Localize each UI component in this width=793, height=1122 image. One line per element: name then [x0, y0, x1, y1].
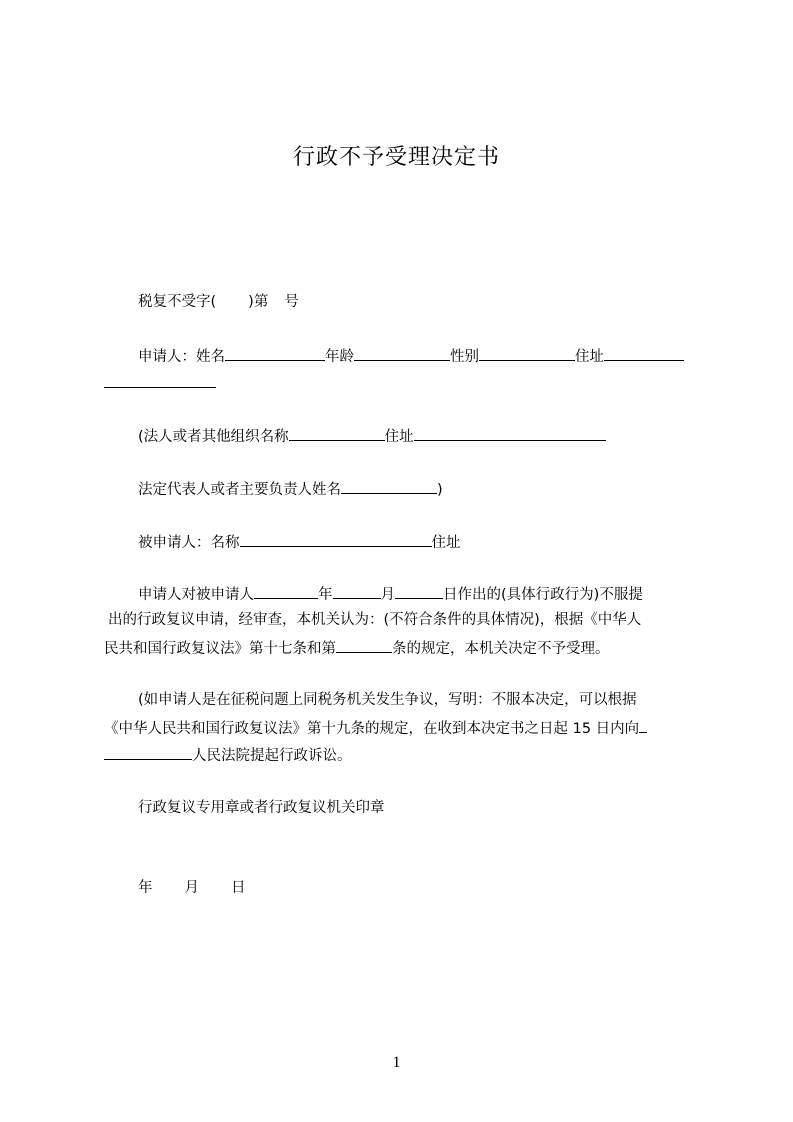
organization-name-blank[interactable] — [289, 425, 385, 441]
legal-rep-blank[interactable] — [341, 478, 437, 494]
organization-label: (法人或者其他组织名称 — [138, 429, 289, 445]
applicant-age-blank[interactable] — [354, 345, 450, 361]
decision-year-label: 年 — [318, 587, 333, 603]
applicant-address-blank[interactable] — [604, 345, 684, 361]
decision-month-label: 月 — [380, 587, 395, 603]
applicant-sex-blank[interactable] — [479, 345, 575, 361]
applicant-line — [138, 345, 684, 367]
decision-line-3a: 民共和国行政复议法》第十七条和第 — [104, 641, 336, 657]
note-court-blank-start[interactable] — [639, 717, 647, 733]
note-line-3-text: 人民法院提起行政诉讼。 — [192, 748, 352, 764]
note-line-1: (如申请人是在征税问题上同税务机关发生争议，写明：不服本决定，可以根据 — [138, 692, 637, 708]
note-line-3 — [104, 744, 352, 766]
date-year: 年 — [138, 880, 153, 896]
respondent-name-label: 被申请人：名称 — [138, 535, 240, 551]
respondent-line — [138, 531, 461, 553]
respondent-name-blank[interactable] — [240, 531, 432, 547]
applicant-address-continued — [104, 372, 216, 394]
decision-line-2: 出的行政复议申请，经审查，本机关认为：(不符合条件的具体情况)，根据《中华人 — [108, 612, 642, 628]
note-line-2 — [104, 717, 647, 739]
reference-prefix: 税复不受字( — [138, 294, 217, 310]
decision-day-text: 日作出的(具体行政行为)不服提 — [443, 587, 643, 603]
organization-line — [138, 425, 606, 447]
reference-line — [138, 292, 299, 312]
decision-month-blank[interactable] — [333, 583, 381, 599]
decision-line-3b: 条的规定，本机关决定不予受理。 — [392, 641, 610, 657]
note-line-2-text: 《中华人民共和国行政复议法》第十九条的规定，在收到本决定书之日起 15 日内向 — [104, 721, 640, 737]
page-number: 1 — [392, 1054, 401, 1071]
decision-day-blank[interactable] — [395, 583, 443, 599]
organization-address-blank[interactable] — [414, 425, 606, 441]
decision-article-blank[interactable] — [336, 637, 392, 653]
applicant-address-label: 住址 — [575, 349, 604, 365]
respondent-address-label: 住址 — [431, 535, 461, 551]
reference-suffix: 号 — [284, 294, 299, 310]
decision-intro: 申请人对被申请人 — [138, 587, 254, 603]
note-court-blank[interactable] — [104, 744, 192, 760]
applicant-sex-label: 性别 — [450, 349, 479, 365]
applicant-name-blank[interactable] — [225, 345, 325, 361]
organization-address-label: 住址 — [384, 429, 414, 445]
legal-rep-close: ) — [437, 482, 443, 498]
decision-line-1 — [138, 583, 643, 605]
legal-rep-label: 法定代表人或者主要负责人姓名 — [138, 482, 341, 498]
applicant-address-blank-2[interactable] — [104, 372, 216, 388]
applicant-name-label: 申请人：姓名 — [138, 349, 225, 365]
date-month: 月 — [184, 880, 199, 896]
legal-rep-line — [138, 478, 443, 500]
applicant-age-label: 年龄 — [325, 349, 354, 365]
reference-middle: )第 — [248, 294, 269, 310]
date-line — [138, 878, 246, 898]
document-title: 行政不予受理决定书 — [292, 145, 500, 170]
decision-year-blank[interactable] — [254, 583, 318, 599]
decision-line-3 — [104, 637, 610, 659]
seal-line: 行政复议专用章或者行政复议机关印章 — [138, 800, 385, 816]
date-day: 日 — [231, 880, 246, 896]
